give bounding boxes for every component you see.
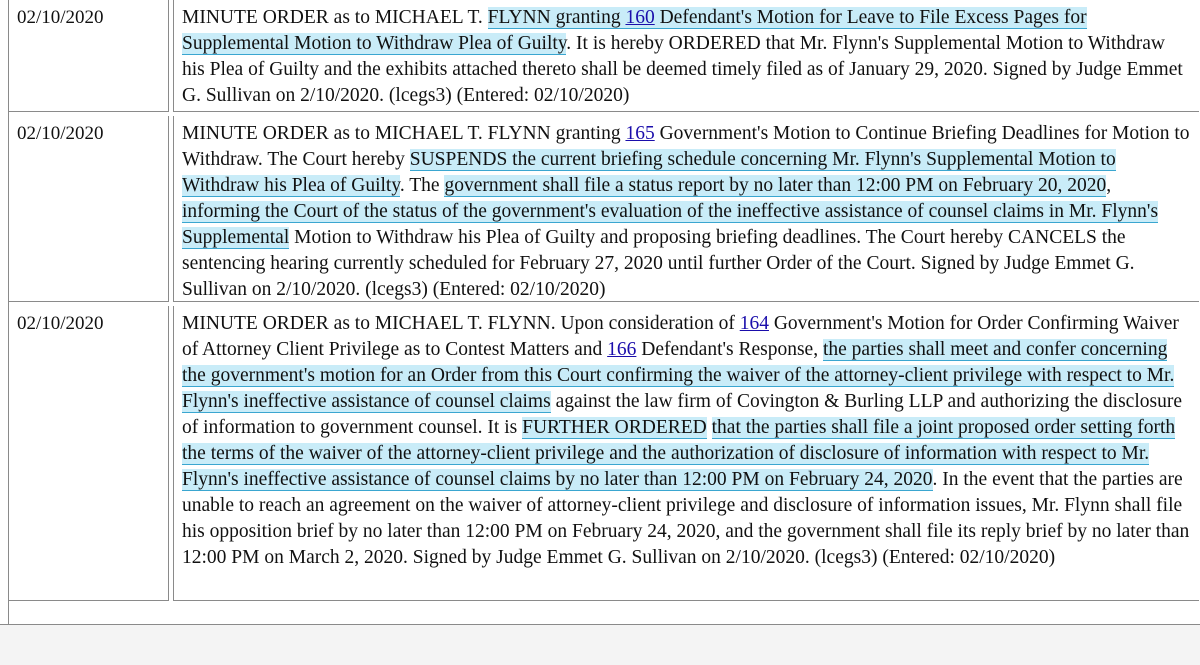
entry-text xyxy=(173,116,1199,302)
entry-text xyxy=(173,306,1199,601)
highlighted-text: SUSPENDS the current briefing schedule concerning Mr. Flynn's Supplemental Motion to Withdraw his Plea of Guilty xyxy=(182,149,1116,196)
entry-text-segment: MINUTE ORDER as to MICHAEL T. xyxy=(182,7,488,28)
entry-text-segment: . The xyxy=(399,175,445,196)
highlighted-text: informing the Court of the status of the government's evaluation of the ineffective assistance of counsel claims in Mr. Flynn's Supplemental xyxy=(182,201,1159,248)
entry-text-segment: MINUTE ORDER as to MICHAEL T. FLYNN granting xyxy=(182,123,626,144)
entry-text-segment: . In the event that the parties are unable to reach an agreement on the waiver of attorney-client privilege and disclosure of information issues, Mr. Flynn shall file his opposition brief by no later than 12:00 PM on February 24, 2020, and the government shall file its reply brief by no later than 12:00 PM on March 2, 2020. Signed by Judge Emmet G. Sullivan on 2/10/2020. (lcegs3) (Entered: 02/10/2020) xyxy=(182,469,1190,568)
entry-text-segment: , xyxy=(1106,175,1112,196)
highlighted-text: FLYNN granting xyxy=(487,7,626,28)
docket-entry-row xyxy=(8,112,1200,302)
entry-date: 02/10/2020 xyxy=(9,116,169,302)
docket-entry-row xyxy=(8,302,1200,601)
entry-text-segment: Government's Motion for Order Confirming Waiver of Attorney Client Privilege as to Contest Matters and xyxy=(182,313,1179,360)
entry-date: 02/10/2020 xyxy=(9,306,169,601)
entry-text-segment: Motion to Withdraw his Plea of Guilty and proposing briefing deadlines. The Court hereby CANCELS the sentencing hearing currently scheduled for February 27, 2020 until further Order of the Court. Signed by Judge Emmet G. Sullivan on 2/10/2020. (lcegs3) (Entered: 02/10/2020) xyxy=(182,227,1135,300)
docket-table xyxy=(8,0,1200,601)
page-footer-strip xyxy=(0,624,1200,665)
entry-date: 02/10/2020 xyxy=(9,0,169,112)
entry-text-segment xyxy=(707,417,712,438)
highlighted-text: Defendant's Motion for Leave to File Excess Pages for Supplemental Motion to Withdraw Plea of Guilty xyxy=(182,7,1087,54)
docket-document-link[interactable]: 165 xyxy=(625,123,655,144)
highlighted-text: of information with respect to Mr. Flynn's ineffective assistance of counsel claims by no later than 12:00 PM on February 24, 2020 xyxy=(182,443,1150,490)
entry-text-segment: . It is hereby ORDERED that Mr. Flynn's Supplemental Motion to Withdraw his Plea of Guilty and the exhibits attached thereto shall be deemed timely filed as of January 29, 2020. Signed by Judge Emmet G. Sullivan on 2/10/2020. (lcegs3) (Entered: 02/10/2020) xyxy=(182,33,1183,106)
docket-document-link[interactable]: 160 xyxy=(625,7,655,28)
docket-document-link[interactable]: 166 xyxy=(607,339,637,360)
entry-text-segment: Government's Motion to Continue Briefing Deadlines for Motion to Withdraw. The Court hereby xyxy=(182,123,1190,170)
entry-text xyxy=(173,0,1199,112)
entry-text-segment: Defendant's Response, xyxy=(636,339,823,360)
highlighted-text: that the parties shall file a joint proposed order setting forth the terms of the waiver of the attorney-client privilege and the authorization of disclosure xyxy=(182,417,1176,464)
docket-document-link[interactable]: 164 xyxy=(739,313,769,334)
docket-entry-row xyxy=(8,0,1200,112)
entry-text-segment: against the law firm of Covington & Burling LLP and authorizing the disclosure of information to government counsel. It is xyxy=(182,391,1182,438)
highlighted-text: the parties shall meet and confer concerning the government's motion for an Order from this Court confirming the waiver of the attorney-client privilege with respect to Mr. Flynn's ineffective assistance of counsel claims xyxy=(182,339,1175,412)
highlighted-text: government shall file a status report by no later than 12:00 PM on February 20, 2020 xyxy=(444,175,1107,196)
highlighted-text: FURTHER ORDERED xyxy=(522,417,707,438)
entry-text-segment: MINUTE ORDER as to MICHAEL T. FLYNN. Upon consideration of xyxy=(182,313,740,334)
